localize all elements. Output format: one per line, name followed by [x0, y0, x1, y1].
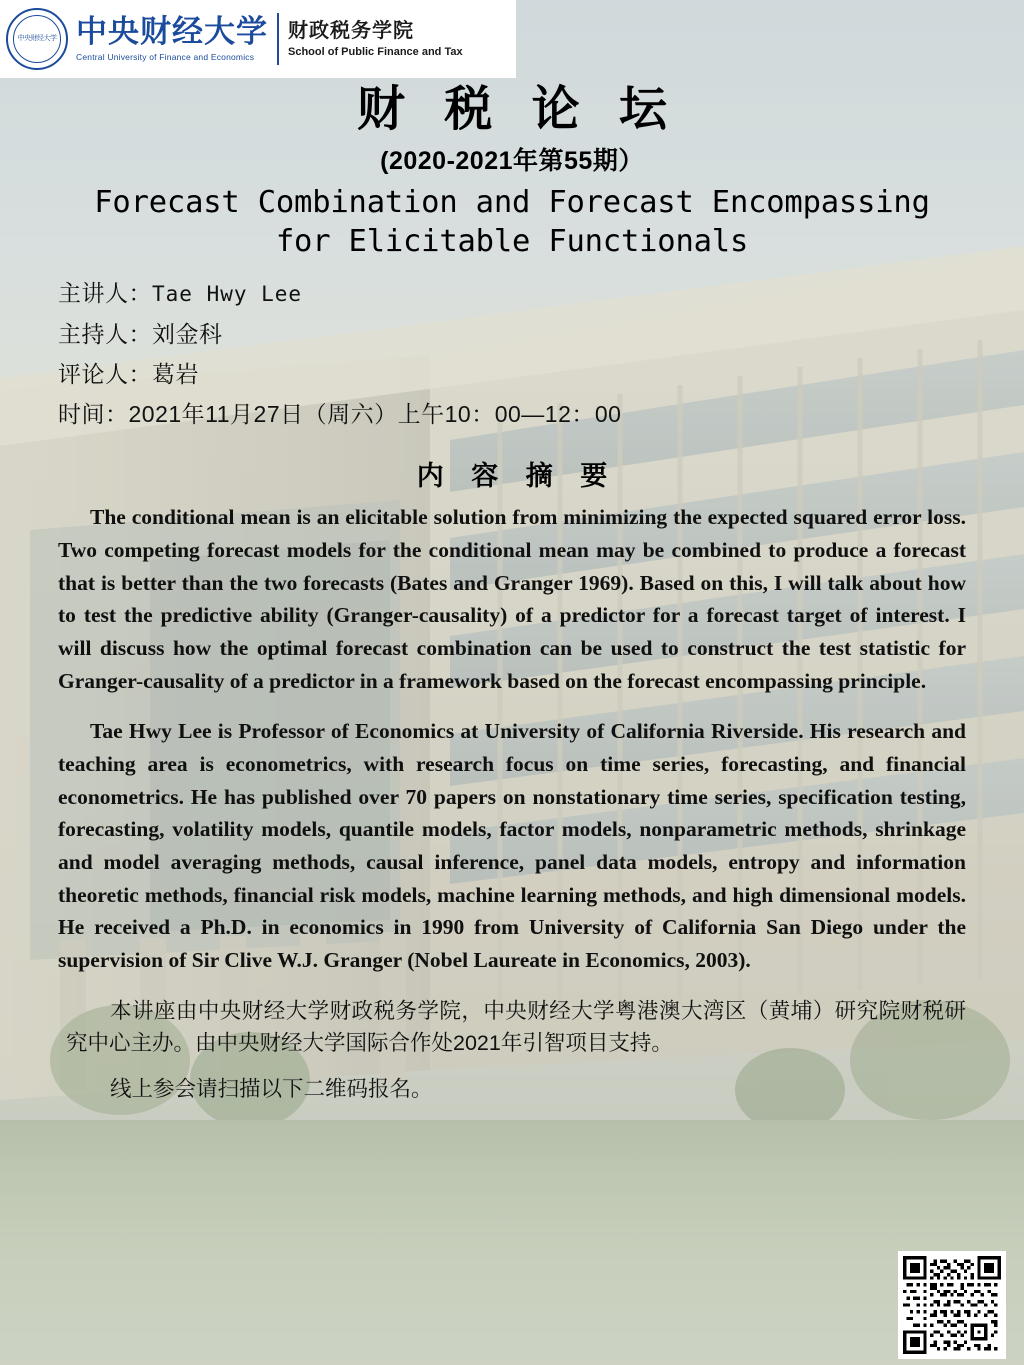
meta-speaker-label: 主讲人： [58, 280, 152, 307]
logo-divider [277, 13, 279, 65]
lecture-title-en-line1: Forecast Combination and Forecast Encompassing [94, 185, 930, 221]
organizer-note: 本讲座由中央财经大学财政税务学院，中央财经大学粤港澳大湾区（黄埔）研究院财税研究中心主办。由中央财经大学国际合作处2021年引智项目支持。 [66, 998, 966, 1055]
qr-code-image [903, 1256, 1001, 1354]
poster-content [0, 82, 1024, 1105]
meta-time [58, 394, 996, 434]
forum-title-cn: 财 税 论 坛 [356, 83, 680, 136]
seal-text: 中央财经大学 [17, 34, 57, 43]
meta-host-value: 刘金科 [152, 320, 223, 347]
abstract-paragraph-1: The conditional mean is an elicitable solution from minimizing the expected squared error loss. Two competing forecast models for the conditional mean may be combined to produce a forecast that is better than the two forecasts (Bates and Granger 1969). Based on this, I will talk about how to test the predictive ability (Granger-causality) of a predictor for a forecast target of interest. I will discuss how the optimal forecast combination can be used to construct the test statistic for Granger-causality of a predictor in a framework based on the forecast encompassing principle. [58, 505, 966, 693]
signup-note: 线上参会请扫描以下二维码报名。 [110, 1077, 433, 1102]
logo-school-en: School of Public Finance and Tax [288, 46, 463, 58]
meta-discussant-value: 葛岩 [152, 360, 199, 387]
lecture-title-en [28, 183, 996, 261]
logo-school-block [288, 20, 463, 58]
lecture-title-en-line2: for Elicitable Functionals [275, 224, 749, 260]
logo-university-block [76, 16, 268, 62]
meta-speaker-value: Tae Hwy Lee [152, 282, 303, 307]
meta-discussant [58, 354, 996, 394]
university-seal-icon [6, 8, 68, 70]
logo-university-en: Central University of Finance and Economics [76, 51, 255, 62]
abstract-paragraph-2: Tae Hwy Lee is Professor of Economics at University of California Riverside. His research and teaching area is econometrics, with research focus on time series, forecasting, and financial econometrics. He has published over 70 papers on nonstationary time series, specification testing, forecasting, volatility models, quantile models, factor models, nonparametric methods, shrinkage and model averaging methods, causal inference, panel data models, entropy and information theoretic methods, financial risk models, machine learning methods, and high dimensional models. He received a Ph.D. in economics in 1990 from University of California San Diego under the supervision of Sir Clive W.J. Granger (Nobel Laureate in Economics, 2003). [58, 719, 966, 972]
registration-qr-code[interactable] [898, 1251, 1006, 1359]
meta-host [58, 314, 996, 354]
logo-university-cn: 中央财经大学 [76, 14, 268, 50]
forum-issue: (2020-2021年第55期） [380, 147, 644, 176]
lecture-meta [28, 273, 996, 434]
meta-time-value: 2021年11月27日（周六）上午10：00—12：00 [128, 401, 622, 427]
logo-text-group [76, 13, 463, 65]
abstract-section-title: 内 容 摘 要 [416, 461, 618, 492]
meta-host-label: 主持人： [58, 320, 152, 347]
meta-time-label: 时间： [58, 401, 129, 427]
meta-discussant-label: 评论人： [58, 360, 152, 387]
meta-speaker [58, 273, 996, 313]
university-logo [0, 0, 516, 78]
logo-school-cn: 财政税务学院 [288, 20, 414, 42]
